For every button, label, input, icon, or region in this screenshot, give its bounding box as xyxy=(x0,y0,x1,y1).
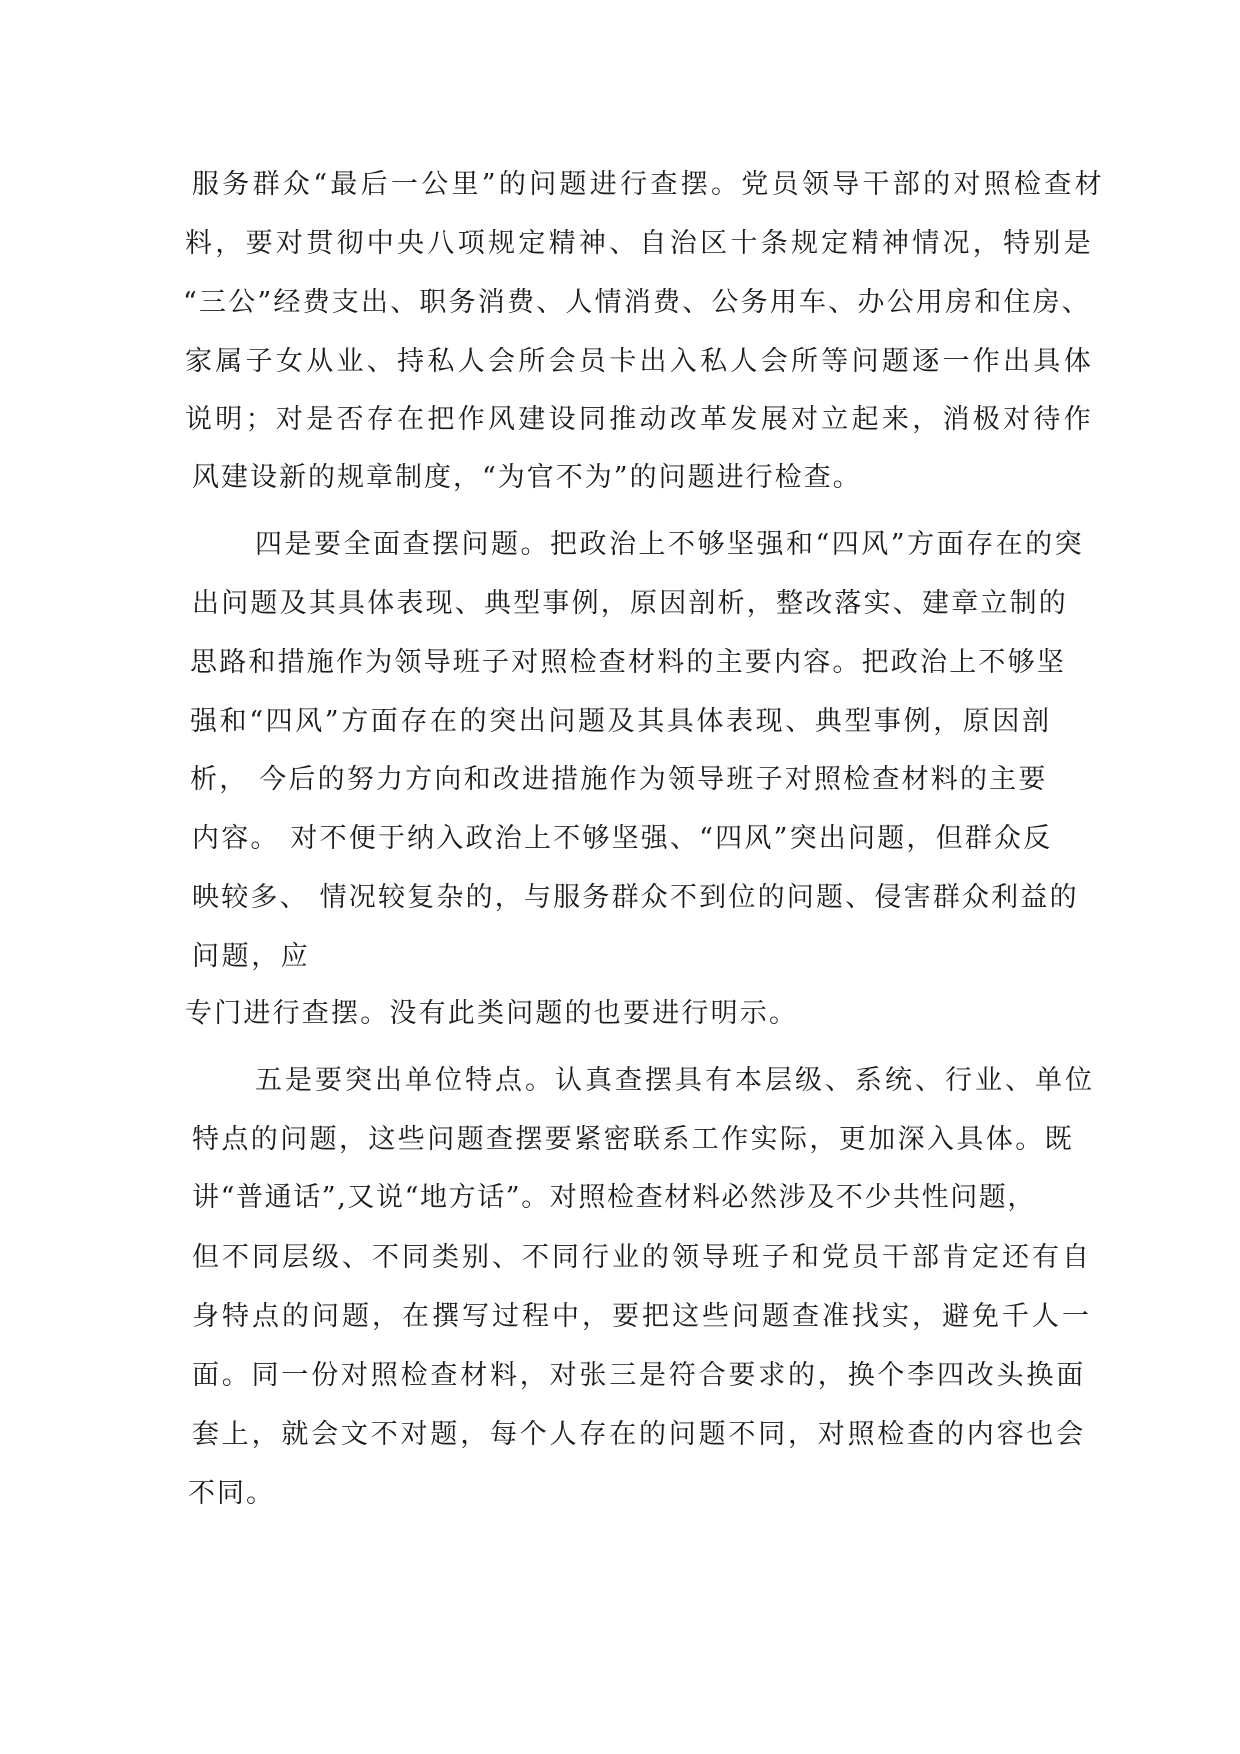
text-line: 析， 今后的努力方向和改进措施作为领导班子对照检查材料的主要 xyxy=(190,764,1048,795)
text-line: 身特点的问题，在撰写过程中，要把这些问题查准找实，避免千人一 xyxy=(192,1301,1092,1332)
text-line: 讲“普通话”,又说“地方话”。对照检查材料必然涉及不少共性问题， xyxy=(192,1182,1036,1213)
text-line: 强和“四风”方面存在的突出问题及其具体表现、典型事例，原因剖 xyxy=(190,706,1052,737)
text-line: 说明；对是否存在把作风建设同推动改革发展对立起来，消极对待作 xyxy=(185,404,1094,435)
text-line: 风建设新的规章制度，“为官不为”的问题进行检查。 xyxy=(192,462,862,493)
text-line: 出问题及其具体表现、典型事例，原因剖析，整改落实、建章立制的 xyxy=(192,588,1068,619)
text-line: 问题，应 xyxy=(192,941,311,972)
text-line: 不同。 xyxy=(188,1478,275,1509)
text-line: 特点的问题，这些问题查摆要紧密联系工作实际，更加深入具体。既 xyxy=(192,1124,1074,1155)
text-line: 但不同层级、不同类别、不同行业的领导班子和党员干部肯定还有自 xyxy=(192,1242,1092,1273)
text-line: 专门进行查摆。没有此类问题的也要进行明示。 xyxy=(185,998,799,1029)
text-line: “三公”经费支出、职务消费、人情消费、公务用车、办公用房和住房、 xyxy=(183,287,1092,318)
text-line: 家属子女从业、持私人会所会员卡出入私人会所等问题逐一作出具体 xyxy=(185,346,1094,377)
text-line: 内容。 对不便于纳入政治上不够坚强、“四风”突出问题，但群众反 xyxy=(192,823,1053,854)
text-line: 思路和措施作为领导班子对照检查材料的主要内容。把政治上不够坚 xyxy=(190,647,1066,678)
text-line: 料，要对贯彻中央八项规定精神、自治区十条规定精神情况，特别是 xyxy=(185,228,1094,259)
text-line: 映较多、 情况较复杂的，与服务群众不到位的问题、侵害群众利益的 xyxy=(192,882,1079,913)
text-line: 服务群众“最后一公里”的问题进行查摆。党员领导干部的对照检查材 xyxy=(192,169,1105,200)
text-line: 面。同一份对照检查材料，对张三是符合要求的，换个李四改头换面 xyxy=(192,1360,1086,1391)
paragraph-first-line: 四是要全面查摆问题。把政治上不够坚强和“四风”方面存在的突 xyxy=(255,529,1085,560)
text-line: 套上，就会文不对题，每个人存在的问题不同，对照检查的内容也会 xyxy=(192,1419,1086,1450)
paragraph-first-line: 五是要突出单位特点。认真查摆具有本层级、系统、行业、单位 xyxy=(255,1065,1095,1096)
